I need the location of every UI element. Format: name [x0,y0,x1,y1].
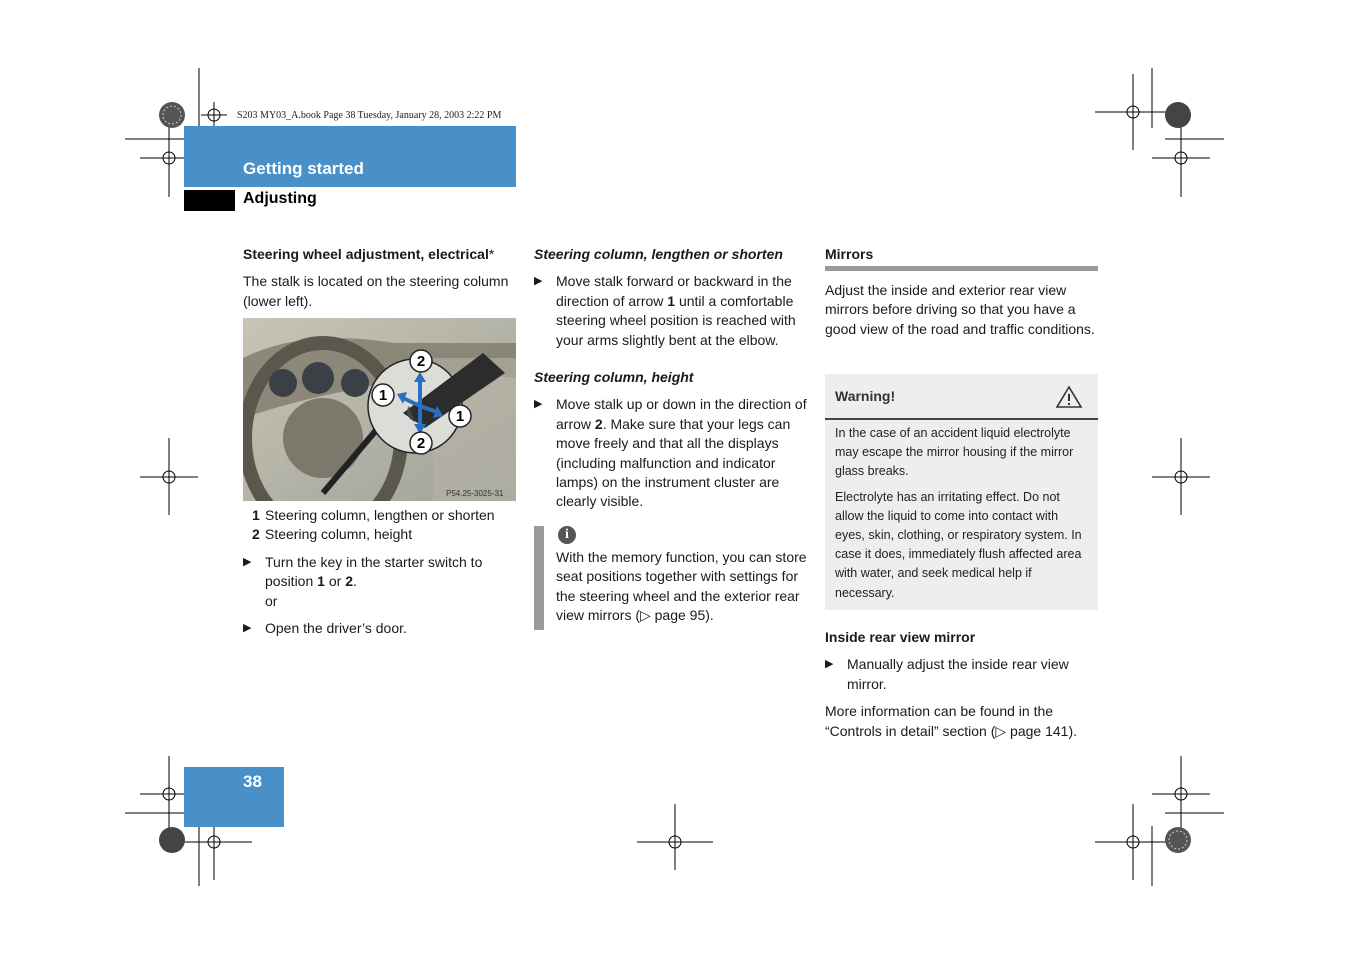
bullet-move-up-down: ▶ Move stalk up or down in the direction of arrow 2. Make sure that your legs can move freely and that all the displays (including malfunction and indicator lamps) on the instrument cluster are clearly visible. [534,396,807,510]
bullet-move-forward: ▶ Move stalk forward or backward in the direction of arrow 1 until a comfortable steering wheel position is reached with your arms slightly bent at the elbow. [534,273,796,348]
bullet-open-door: ▶ Open the driver’s door. [243,619,519,638]
steering-stalk-figure [243,318,516,501]
or-text: or [265,592,278,609]
heading-mirrors: Mirrors [825,246,874,262]
mirrors-intro: Adjust the inside and exterior rear view mirrors before driving so that you have a good view of the road and traffic conditions. [825,282,1095,337]
warning-paragraph-2: Electrolyte has an irritating effect. Do not allow the liquid to come into contact with eyes, skin, clothing, or respiratory system. In case it does, immediately flush affected area with water, and seek medical help if necessary. [835,489,1082,600]
bullet-arrow-icon: ▶ [534,275,543,288]
page-tab [184,767,284,827]
memory-note: With the memory function, you can store seat positions together with settings for the steering wheel and the exterior rear view mirrors (▷ page 95). [556,549,807,624]
column-2 [534,245,810,512]
bullet-adjust-mirror: ▶ Manually adjust the inside rear view mirror. [825,656,1069,692]
mirrors-rule [825,266,1098,271]
bullet-arrow-icon: ▶ [243,555,252,568]
figure-legend [243,506,519,638]
warning-triangle-icon [1055,385,1083,409]
heading-inside-mirror: Inside rear view mirror [825,629,976,645]
info-icon: i [558,526,576,544]
section-title: Getting started [243,159,364,178]
bullet-arrow-icon: ▶ [825,658,834,671]
black-tab [184,190,235,211]
intro-text: The stalk is located on the steering column (lower left). [243,273,509,309]
inside-mirror-section [825,628,1098,741]
bullet-arrow-icon: ▶ [534,398,543,411]
callout-1-right: 1 [455,408,465,425]
heading-height: Steering column, height [534,369,694,386]
column-3 [825,245,1098,264]
legend-item: 2 Steering column, height [252,526,413,543]
warning-rule [825,418,1098,420]
bullet-arrow-icon: ▶ [243,622,252,635]
warning-body [835,424,1091,603]
callout-2-top: 2 [416,353,426,370]
column-1 [243,245,519,311]
warning-title: Warning! [835,388,896,404]
callout-1-left: 1 [378,387,388,404]
figure-code: P54.25-3025-31 [446,489,504,498]
note-bar [534,526,544,630]
warning-paragraph-1: In the case of an accident liquid electrolyte may escape the mirror housing if the mirror glass breaks. [835,426,1074,479]
more-info-text: More information can be found in the “Controls in detail” section (▷ page 141). [825,703,1077,739]
callout-2-bottom: 2 [416,435,426,452]
file-header: S203 MY03_A.book Page 38 Tuesday, January 28, 2003 2:22 PM [237,110,502,121]
sub-title: Adjusting [243,190,317,207]
heading-lengthen-shorten: Steering column, lengthen or shorten [534,246,783,262]
bullet-turn-key: ▶ Turn the key in the starter switch to position 1 or 2. or [243,553,483,609]
heading-steering-wheel-adjustment: Steering wheel adjustment, electrical* [243,246,495,262]
legend-item: 1 Steering column, lengthen or shorten [252,507,495,523]
page-number: 38 [243,772,262,791]
